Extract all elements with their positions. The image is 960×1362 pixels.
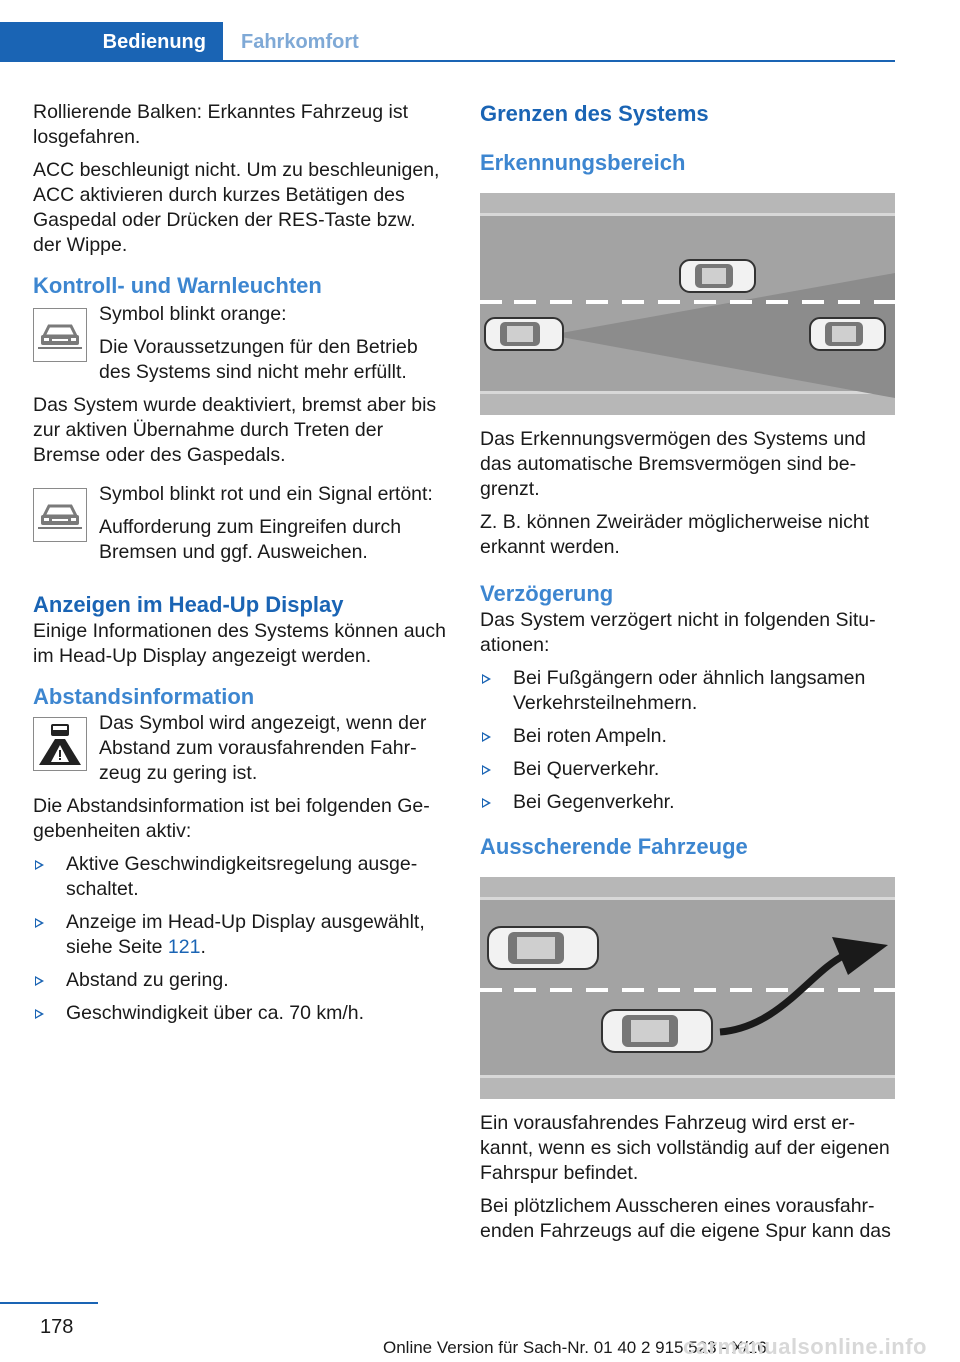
- paragraph-ausscheren-2: Bei plötzlichem Ausscheren eines vorausfahrenden Fahrzeugs auf die eigene Spur kann das: [480, 1195, 891, 1242]
- list-item: Abstand zu gering.: [33, 968, 446, 993]
- list-item: Bei Querverkehr.: [480, 757, 895, 782]
- paragraph-abstand-aktiv: Die Abstandsinformation ist bei folgenden Gegebenheiten aktiv:: [33, 795, 430, 842]
- warning-red-desc: Aufforderung zum Eingreifen durch Bremsen und ggf. Ausweichen.: [99, 516, 402, 563]
- detection-range-illustration: [480, 193, 895, 415]
- heading-grenzen: Grenzen des Systems: [480, 101, 709, 126]
- left-column: [33, 100, 446, 1034]
- verzoegerung-list: [480, 666, 895, 815]
- triangle-bullet-icon: [482, 732, 491, 742]
- warning-red-row: [33, 482, 446, 573]
- page-number-rule: [0, 1302, 98, 1304]
- warning-orange-title: Symbol blinkt orange:: [99, 303, 287, 325]
- triangle-bullet-icon: [35, 860, 44, 870]
- chapter-header: [0, 0, 895, 62]
- list-item: Geschwindigkeit über ca. 70 km/h.: [33, 1001, 446, 1026]
- heading-verzoegerung: Verzögerung: [480, 581, 614, 606]
- heading-erkennungsbereich: Erkennungsbereich: [480, 150, 686, 175]
- paragraph-erkennung-1: Das Erkennungsvermögen des Systems und das automatische Bremsvermögen sind begrenzt.: [480, 428, 866, 500]
- abstand-conditions-list: [33, 852, 446, 1026]
- car-left-icon: [485, 318, 563, 350]
- triangle-bullet-icon: [482, 798, 491, 808]
- abstand-row: [33, 711, 446, 794]
- paragraph-rollierende: Rollierende Balken: Erkanntes Fahrzeug ist losgefahren.: [33, 101, 409, 148]
- heading-kontroll-warnleuchten: Kontroll- und Warnleuchten: [33, 273, 322, 298]
- paragraph-ausscheren-1: Ein vorausfahrendes Fahrzeug wird erst erkannt, wenn es sich vollständig auf der eigenen Fahrspur befindet.: [480, 1112, 890, 1184]
- abstand-icon-desc: Das Symbol wird angezeigt, wenn der Abstand zum vorausfahrenden Fahrzeug zu gering ist.: [99, 712, 427, 784]
- paragraph-deaktiviert: Das System wurde deaktiviert, bremst aber bis zur aktiven Übernahme durch Treten der Bremse oder des Gaspedals.: [33, 394, 437, 466]
- list-item: Bei Fußgängern oder ähnlich langsamen Verkehrsteilnehmern.: [480, 666, 895, 716]
- online-version-note: Online Version für Sach-Nr. 01 40 2 915 523 - X/16: [383, 1338, 767, 1357]
- list-item: Bei roten Ampeln.: [480, 724, 895, 749]
- warning-red-title: Symbol blinkt rot und ein Signal ertönt:: [99, 483, 433, 505]
- paragraph-erkennung-2: Z. B. können Zweiräder möglicherweise nicht erkannt werden.: [480, 511, 870, 558]
- car-warning-red-icon: [33, 488, 87, 542]
- list-item: Bei Gegenverkehr.: [480, 790, 895, 815]
- warning-orange-row: [33, 302, 446, 393]
- cut-out-vehicle-illustration: [480, 877, 895, 1099]
- heading-abstandsinformation: Abstandsinformation: [33, 684, 255, 709]
- tab-fahrkomfort[interactable]: Fahrkomfort: [241, 30, 359, 53]
- car-front-icon: [680, 260, 755, 292]
- triangle-bullet-icon: [35, 1009, 44, 1019]
- list-item: Anzeige im Head-Up Display ausgewählt, siehe Seite 121.: [33, 910, 446, 960]
- triangle-bullet-icon: [482, 765, 491, 775]
- warning-orange-desc: Die Voraussetzungen für den Betrieb des Systems sind nicht mehr erfüllt.: [99, 336, 418, 383]
- heading-ausscherende: Ausscherende Fahrzeuge: [480, 834, 748, 859]
- header-rule: [0, 60, 895, 62]
- paragraph-acc: ACC beschleunigt nicht. Um zu beschleunigen, ACC aktivieren durch kurzes Betätigen des Gaspedal oder Drücken der RES-Taste bzw. der Wippe.: [33, 159, 440, 256]
- right-column: [480, 100, 895, 1252]
- watermark: carmanualsonline.info: [683, 1334, 927, 1359]
- tab-bedienung[interactable]: Bedienung: [0, 22, 223, 62]
- page-number: 178: [40, 1316, 74, 1338]
- paragraph-hud: Einige Informationen des Systems können auch im Head-Up Display angezeigt werden.: [33, 620, 446, 667]
- car-warning-orange-icon: [33, 308, 87, 362]
- page-link-121[interactable]: 121: [167, 936, 201, 958]
- heading-head-up-display: Anzeigen im Head-Up Display: [33, 592, 344, 617]
- paragraph-verzoegerung: Das System verzögert nicht in folgenden Situationen:: [480, 609, 876, 656]
- distance-warning-icon: [33, 717, 87, 771]
- triangle-bullet-icon: [482, 674, 491, 684]
- car-lane-left-icon: [488, 927, 598, 969]
- list-item: Aktive Geschwindigkeitsregelung ausgeschaltet.: [33, 852, 446, 902]
- triangle-bullet-icon: [35, 918, 44, 928]
- car-right-icon: [810, 318, 885, 350]
- triangle-bullet-icon: [35, 976, 44, 986]
- car-cutting-out-icon: [602, 1010, 712, 1052]
